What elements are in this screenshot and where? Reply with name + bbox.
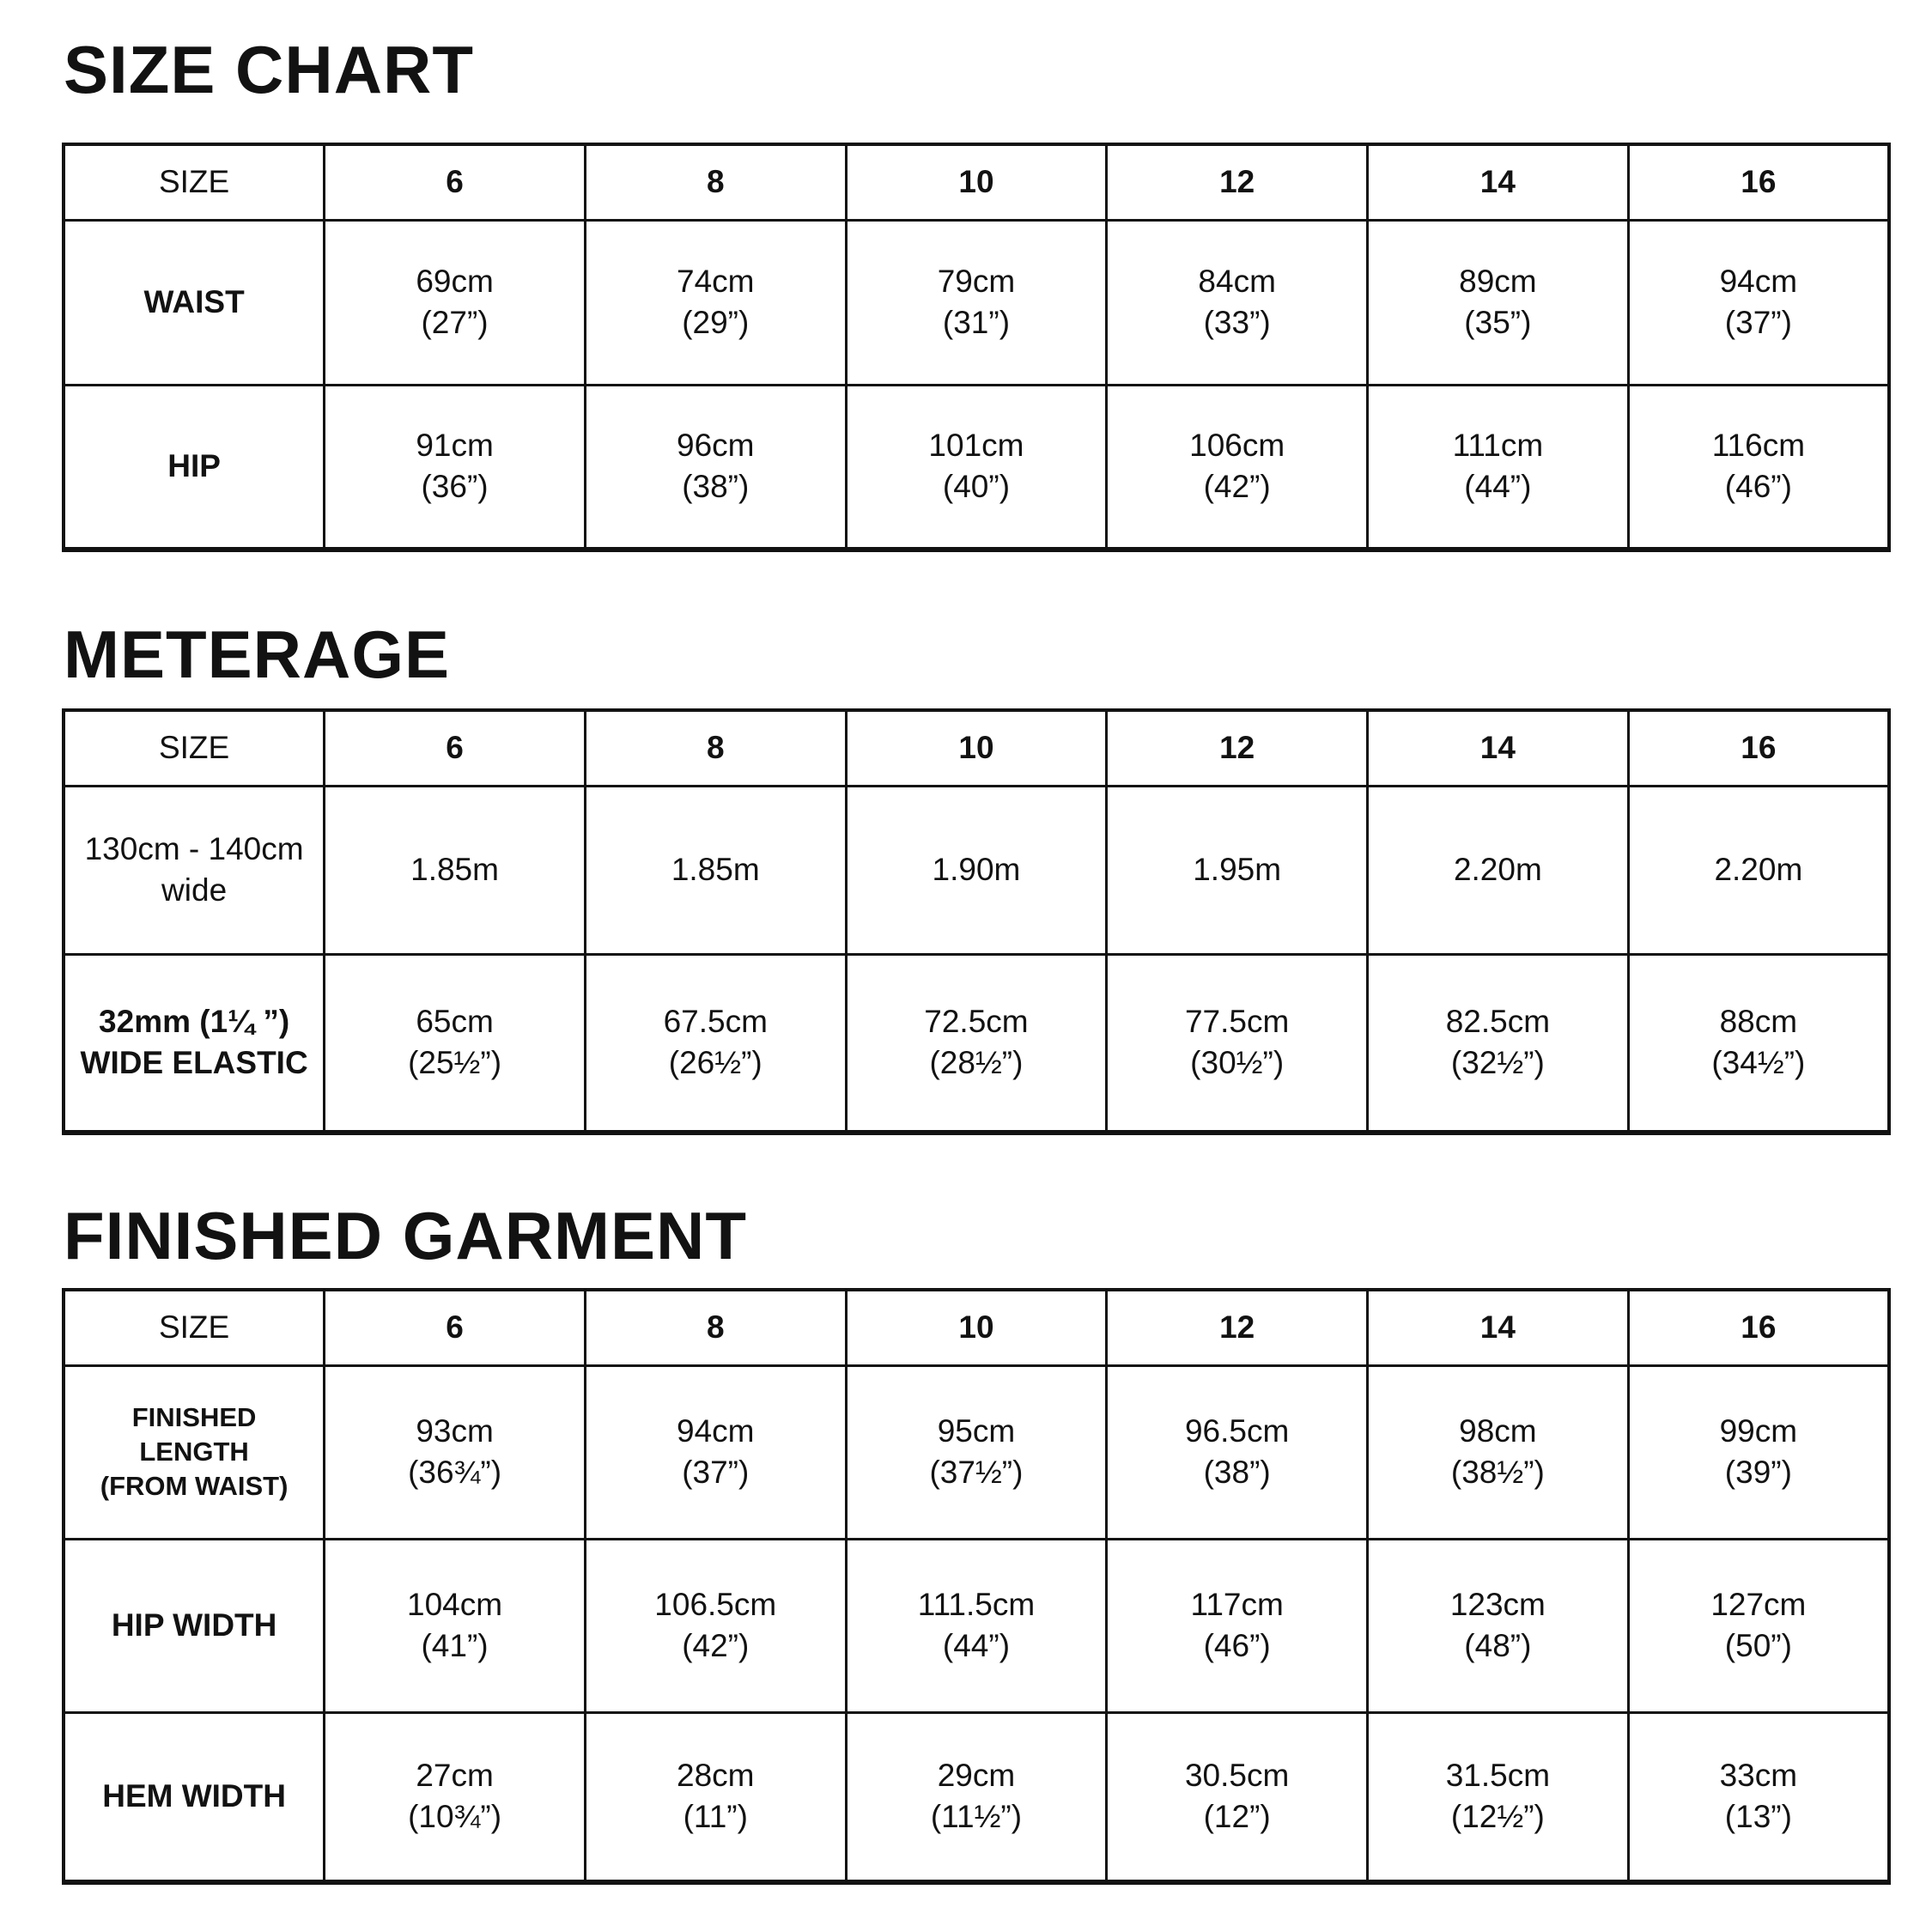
value-cm: 28cm (677, 1758, 755, 1794)
value-meterage: 2.20m (1453, 851, 1542, 887)
size-header-cell: SIZE (64, 144, 325, 220)
finished-garment-table (62, 1288, 1891, 1885)
value-inches: (29”) (682, 305, 750, 340)
row-label-text: FINISHED (131, 1401, 257, 1432)
value-cell (585, 954, 846, 1133)
value-cell (585, 220, 846, 385)
value-cell (1107, 786, 1368, 954)
value-cell (846, 1539, 1107, 1712)
value-cm: 84cm (1198, 263, 1276, 299)
value-cell (585, 1365, 846, 1539)
value-inches: (11”) (683, 1799, 748, 1835)
value-cm: 106cm (1189, 428, 1285, 464)
value-cm: 95cm (937, 1413, 1016, 1449)
size-column-header-14: 14 (1368, 710, 1629, 786)
value-cm: 79cm (937, 263, 1016, 299)
value-cm: 65cm (416, 1004, 494, 1040)
value-cm: 69cm (416, 263, 494, 299)
section-title-size-chart: SIZE CHART (64, 32, 474, 107)
value-cm: 111.5cm (917, 1586, 1036, 1622)
row-label-text: WIDE ELASTIC (80, 1045, 308, 1081)
value-inches: (32½”) (1450, 1045, 1545, 1081)
value-cell (1107, 385, 1368, 550)
section-meterage (62, 617, 1891, 1135)
value-cell (325, 1539, 586, 1712)
size-column-header-16: 16 (1628, 144, 1889, 220)
value-cell (1628, 954, 1889, 1133)
value-cell (1368, 1712, 1629, 1882)
value-cm: 77.5cm (1184, 1004, 1290, 1040)
value-cell (325, 1712, 586, 1882)
value-inches: (48”) (1464, 1628, 1532, 1663)
table-header-row (64, 144, 1889, 220)
value-inches: (37”) (1724, 305, 1792, 340)
value-cm: 89cm (1459, 263, 1537, 299)
value-inches: (35”) (1464, 305, 1532, 340)
value-cm: 101cm (928, 428, 1024, 464)
value-cell (846, 1365, 1107, 1539)
value-cm: 31.5cm (1445, 1758, 1551, 1794)
value-inches: (42”) (682, 1628, 750, 1663)
value-inches: (38½”) (1450, 1455, 1545, 1490)
value-cell (1107, 1539, 1368, 1712)
value-cm: 127cm (1710, 1586, 1807, 1622)
value-meterage: 1.85m (671, 851, 760, 887)
value-cell (325, 954, 586, 1133)
section-title-meterage: METERAGE (64, 617, 451, 692)
value-cell (1107, 1712, 1368, 1882)
value-cm: 106.5cm (654, 1586, 777, 1622)
section-title-finished-garment: FINISHED GARMENT (64, 1198, 747, 1273)
hem-width-row (64, 1712, 1889, 1882)
size-column-header-6: 6 (325, 710, 586, 786)
value-inches: (42”) (1203, 469, 1271, 505)
value-cm: 67.5cm (663, 1004, 768, 1040)
row-label-text: 130cm - 140cm (84, 830, 304, 866)
value-inches: (36¾”) (408, 1455, 502, 1490)
value-cell (1628, 220, 1889, 385)
value-cm: 93cm (416, 1413, 494, 1449)
value-inches: (37½”) (929, 1455, 1024, 1490)
value-cm: 91cm (416, 428, 494, 464)
value-cm: 27cm (416, 1758, 494, 1794)
value-cell (1368, 954, 1629, 1133)
value-cell (1628, 786, 1889, 954)
value-inches: (26½”) (668, 1045, 762, 1081)
value-cm: 111cm (1452, 428, 1544, 464)
value-cm: 99cm (1719, 1413, 1798, 1449)
value-inches: (11½”) (930, 1799, 1023, 1835)
value-inches: (34½”) (1711, 1045, 1806, 1081)
finished-length-row (64, 1365, 1889, 1539)
value-inches: (50”) (1724, 1628, 1792, 1663)
value-cell (1107, 954, 1368, 1133)
row-label-text: LENGTH (139, 1436, 249, 1467)
value-cell (846, 1712, 1107, 1882)
value-cell (325, 1365, 586, 1539)
row-label-waist (64, 220, 325, 385)
row-label-text: WAIST (143, 283, 245, 319)
size-column-header-8: 8 (585, 1290, 846, 1365)
value-cell (585, 1712, 846, 1882)
size-column-header-6: 6 (325, 1290, 586, 1365)
value-cell (1368, 1539, 1629, 1712)
table-header-row (64, 710, 1889, 786)
value-cm: 82.5cm (1445, 1004, 1551, 1040)
value-cm: 123cm (1449, 1586, 1546, 1622)
value-cm: 30.5cm (1184, 1758, 1290, 1794)
fabric-width-row (64, 786, 1889, 954)
waist-row (64, 220, 1889, 385)
section-finished-garment (62, 1198, 1891, 1885)
row-label-text: HIP WIDTH (111, 1607, 277, 1643)
value-cm: 98cm (1459, 1413, 1537, 1449)
value-inches: (39”) (1724, 1455, 1792, 1490)
row-label-text: 32mm (1¼ ”) (99, 1004, 290, 1040)
value-inches: (33”) (1203, 305, 1271, 340)
value-cm: 94cm (677, 1413, 755, 1449)
value-inches: (44”) (1464, 469, 1532, 505)
value-inches: (25½”) (408, 1045, 502, 1081)
value-cm: 104cm (407, 1586, 503, 1622)
value-inches: (12”) (1203, 1799, 1271, 1835)
value-cell (1628, 1712, 1889, 1882)
value-cm: 33cm (1719, 1758, 1798, 1794)
size-header-cell: SIZE (64, 1290, 325, 1365)
table-header-row (64, 1290, 1889, 1365)
size-column-header-14: 14 (1368, 1290, 1629, 1365)
value-inches: (38”) (682, 469, 750, 505)
value-inches: (27”) (421, 305, 489, 340)
row-label-elastic (64, 954, 325, 1133)
value-cell (325, 786, 586, 954)
row-label-finished-length (64, 1365, 325, 1539)
hip-width-row (64, 1539, 1889, 1712)
value-cell (585, 385, 846, 550)
value-cell (1368, 786, 1629, 954)
value-cell (846, 385, 1107, 550)
value-inches: (28½”) (929, 1045, 1024, 1081)
size-column-header-10: 10 (846, 1290, 1107, 1365)
elastic-row (64, 954, 1889, 1133)
value-inches: (10¾”) (408, 1799, 502, 1835)
size-column-header-10: 10 (846, 710, 1107, 786)
size-header-cell: SIZE (64, 710, 325, 786)
size-column-header-10: 10 (846, 144, 1107, 220)
size-column-header-8: 8 (585, 710, 846, 786)
value-inches: (38”) (1203, 1455, 1271, 1490)
value-cell (325, 220, 586, 385)
size-chart-table (62, 143, 1891, 552)
size-column-header-12: 12 (1107, 710, 1368, 786)
value-cm: 116cm (1711, 428, 1806, 464)
value-cm: 94cm (1719, 263, 1798, 299)
value-cm: 96.5cm (1184, 1413, 1290, 1449)
value-meterage: 2.20m (1714, 851, 1803, 887)
value-cell (585, 1539, 846, 1712)
row-label-text: (FROM WAIST) (100, 1471, 289, 1502)
value-cell (585, 786, 846, 954)
value-cm: 72.5cm (924, 1004, 1029, 1040)
value-cell (846, 954, 1107, 1133)
value-cell (1368, 385, 1629, 550)
value-cm: 117cm (1190, 1586, 1284, 1622)
value-inches: (44”) (942, 1628, 1011, 1663)
value-inches: (13”) (1724, 1799, 1792, 1835)
value-cm: 96cm (677, 428, 755, 464)
row-label-text: HIP (167, 448, 221, 484)
value-cell (846, 786, 1107, 954)
value-inches: (12½”) (1450, 1799, 1545, 1835)
value-cell (1368, 1365, 1629, 1539)
value-cell (325, 385, 586, 550)
value-inches: (41”) (421, 1628, 489, 1663)
value-cm: 74cm (677, 263, 755, 299)
size-column-header-12: 12 (1107, 1290, 1368, 1365)
row-label-hem-width (64, 1712, 325, 1882)
size-column-header-16: 16 (1628, 1290, 1889, 1365)
value-cell (1368, 220, 1629, 385)
hip-row (64, 385, 1889, 550)
value-inches: (46”) (1203, 1628, 1271, 1663)
value-cell (1107, 220, 1368, 385)
value-cm: 88cm (1719, 1004, 1798, 1040)
value-inches: (36”) (421, 469, 489, 505)
row-label-hip-width (64, 1539, 325, 1712)
size-column-header-16: 16 (1628, 710, 1889, 786)
size-column-header-12: 12 (1107, 144, 1368, 220)
value-inches: (46”) (1724, 469, 1792, 505)
row-label-text: HEM WIDTH (102, 1778, 286, 1814)
row-label-text: wide (161, 872, 228, 908)
size-column-header-8: 8 (585, 144, 846, 220)
value-inches: (37”) (682, 1455, 750, 1490)
meterage-table (62, 708, 1891, 1135)
value-cm: 29cm (937, 1758, 1016, 1794)
value-inches: (40”) (942, 469, 1011, 505)
value-meterage: 1.90m (932, 851, 1021, 887)
value-cell (1107, 1365, 1368, 1539)
value-cell (1628, 385, 1889, 550)
value-meterage: 1.85m (410, 851, 499, 887)
row-label-hip (64, 385, 325, 550)
value-inches: (30½”) (1190, 1045, 1285, 1081)
section-size-chart (62, 32, 1891, 552)
size-column-header-14: 14 (1368, 144, 1629, 220)
row-label-fabric-width (64, 786, 325, 954)
size-column-header-6: 6 (325, 144, 586, 220)
value-inches: (31”) (942, 305, 1011, 340)
value-cell (1628, 1365, 1889, 1539)
value-cell (846, 220, 1107, 385)
value-meterage: 1.95m (1193, 851, 1282, 887)
value-cell (1628, 1539, 1889, 1712)
